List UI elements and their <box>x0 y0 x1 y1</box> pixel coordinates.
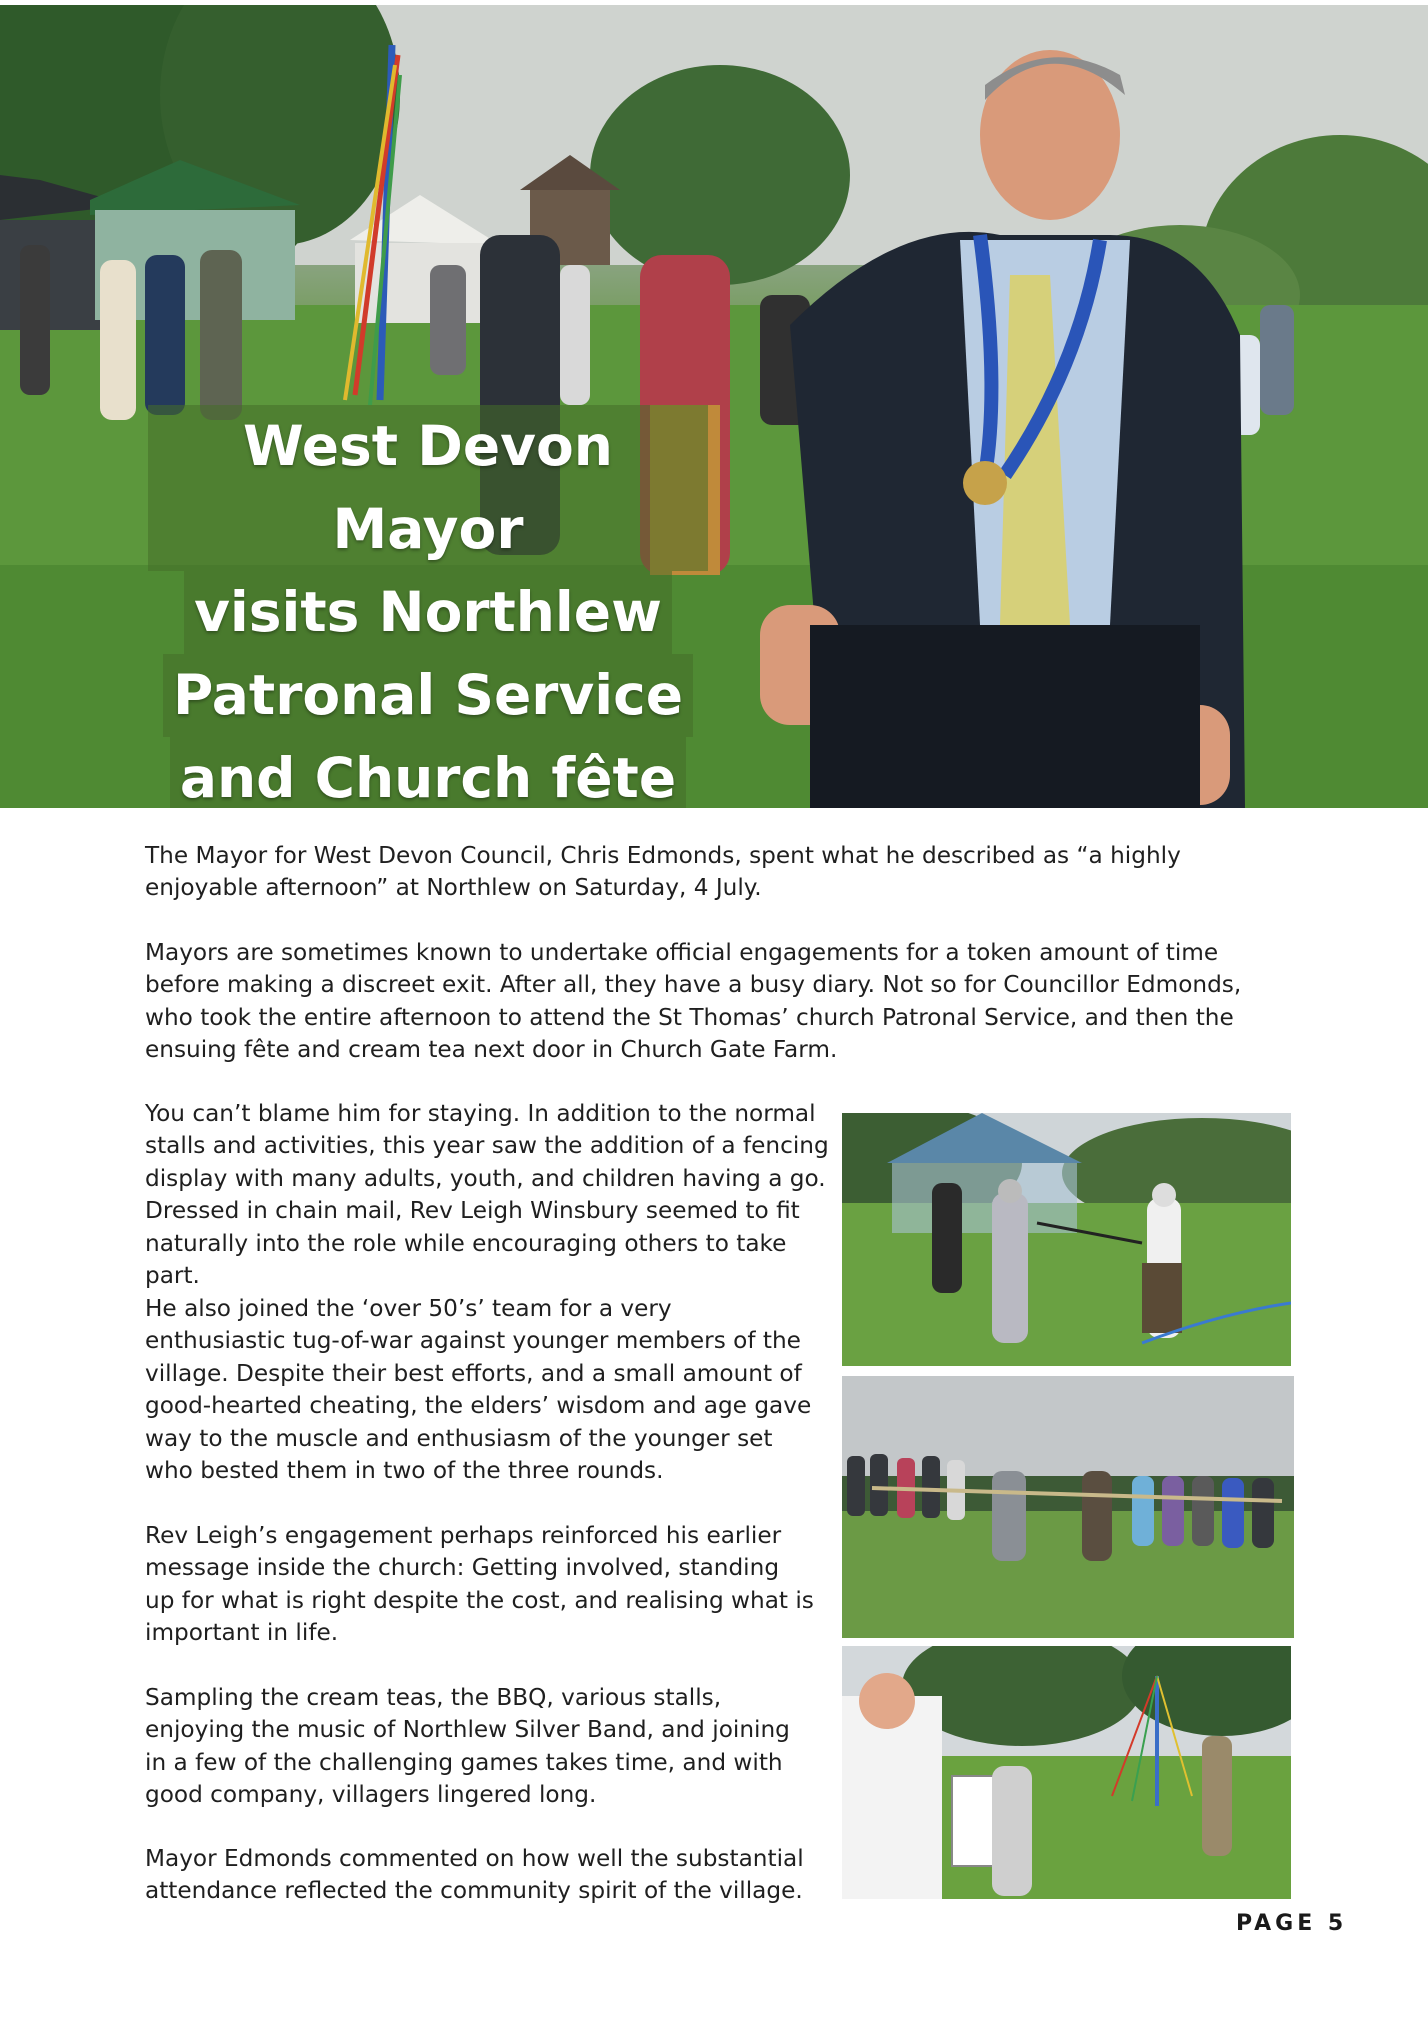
hero-title-line-3: Patronal Service <box>163 654 693 737</box>
hero-photo <box>0 5 1428 808</box>
article-paragraph-3: You can’t blame him for staying. In addition to the normal stalls and activities, this year saw the addition of a fencing display with many adults, youth, and children having a go. Dressed in chain mail, Rev Leigh Winsbury seemed to fit naturally into the role while encouraging others to take part. <box>145 1100 829 1290</box>
tug-of-war-photo <box>842 1376 1294 1638</box>
article-paragraph-1: The Mayor for West Devon Council, Chris Edmonds, spent what he described as “a highly enjoyable afternoon” at Northlew on Saturday, 4 July. <box>145 842 1181 902</box>
silver-band-maypole-photo <box>842 1646 1291 1899</box>
article-paragraph-7: Mayor Edmonds commented on how well the substantial attendance reflected the community spirit of the village. <box>145 1845 804 1905</box>
article-paragraph-2: Mayors are sometimes known to undertake official engagements for a token amount of time before making a discreet exit. After all, they have a busy diary. Not so for Councillor Edmonds, who took the entire afternoon to attend the St Thomas’ church Patronal Service, and then the ensuing fête and cream tea next door in Church Gate Farm. <box>145 939 1242 1064</box>
hero-title <box>148 405 708 808</box>
article-paragraph-6: Sampling the cream teas, the BBQ, various stalls, enjoying the music of Northlew Silver Band, and joining in a few of the challenging games takes time, and with good company, villagers lingered long. <box>145 1684 790 1809</box>
page-number: PAGE 5 <box>1236 1911 1348 1936</box>
hero-title-line-2: visits Northlew <box>184 571 672 654</box>
article-paragraph-4: He also joined the ‘over 50’s’ team for a very enthusiastic tug-of-war against younger members of the village. Despite their best efforts, and a small amount of good-hearted cheating, the elders’ wisdom and age gave way to the muscle and enthusiasm of the younger set who bested them in two of the three rounds. <box>145 1295 812 1485</box>
hero-title-line-1: West Devon Mayor <box>148 405 708 571</box>
article-paragraph-5: Rev Leigh’s engagement perhaps reinforced his earlier message inside the church: Getting involved, standing up for what is right despite the cost, and realising what is important in life. <box>145 1522 814 1647</box>
fencing-display-photo <box>842 1113 1291 1366</box>
hero-title-line-4: and Church fête <box>170 737 686 808</box>
